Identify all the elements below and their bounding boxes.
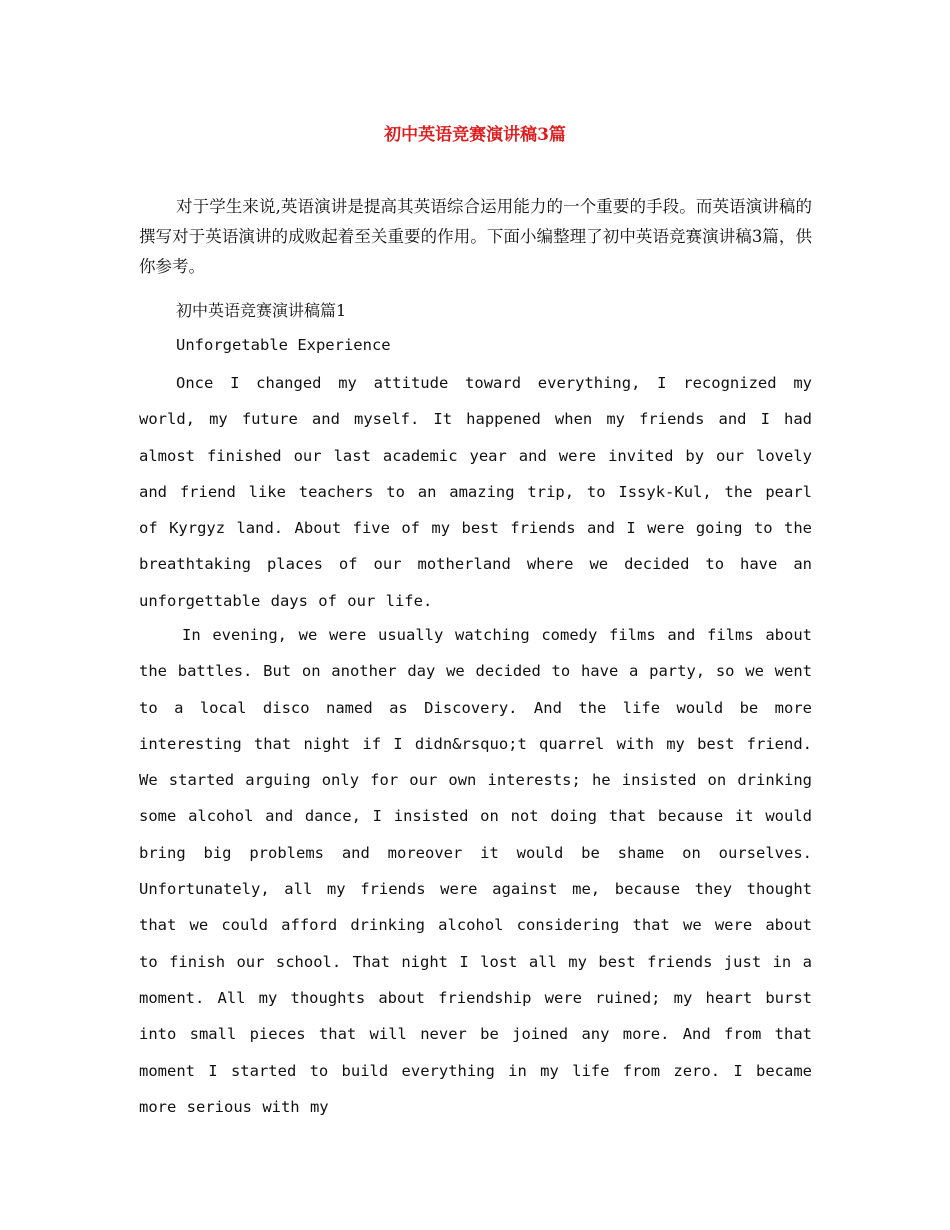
intro-paragraph: 对于学生来说,英语演讲是提高其英语综合运用能力的一个重要的手段。而英语演讲稿的撰写对于英语演讲的成败起着至关重要的作用。下面小编整理了初中英语竞赛演讲稿3篇，供你参考。: [139, 197, 812, 276]
essay-title: Unforgetable Experience: [176, 336, 391, 354]
document-title: 初中英语竞赛演讲稿3篇: [384, 125, 566, 145]
section-heading: 初中英语竞赛演讲稿篇1: [176, 301, 347, 320]
body-paragraph-2: In evening, we were usually watching comedy films and films about the battles. But on another day we decided to have a party, so we went to a local disco named as Discovery. And the life would be more interesting that night if I didn&rsquo;t quarrel with my best friend. We started arguing only for our own interests; he insisted on drinking some alcohol and dance, I insisted on not doing that because it would bring big problems and moreover it would be shame on ourselves. Unfortunately, all my friends were against me, because they thought that we could afford drinking alcohol considering that we were about to finish our school. That night I lost all my best friends just in a moment. All my thoughts about friendship were ruined; my heart burst into small pieces that will never be joined any more. And from that moment I started to build everything in my life from zero. I became more serious with my: [139, 626, 812, 1116]
body-paragraph-1: Once I changed my attitude toward everything, I recognized my world, my future and myself. It happened when my friends and I had almost finished our last academic year and were invited by our lovely and friend like teachers to an amazing trip, to Issyk-Kul, the pearl of Kyrgyz land. About five of my best friends and I were going to the breathtaking places of our motherland where we decided to have an unforgettable days of our life.: [139, 374, 812, 610]
